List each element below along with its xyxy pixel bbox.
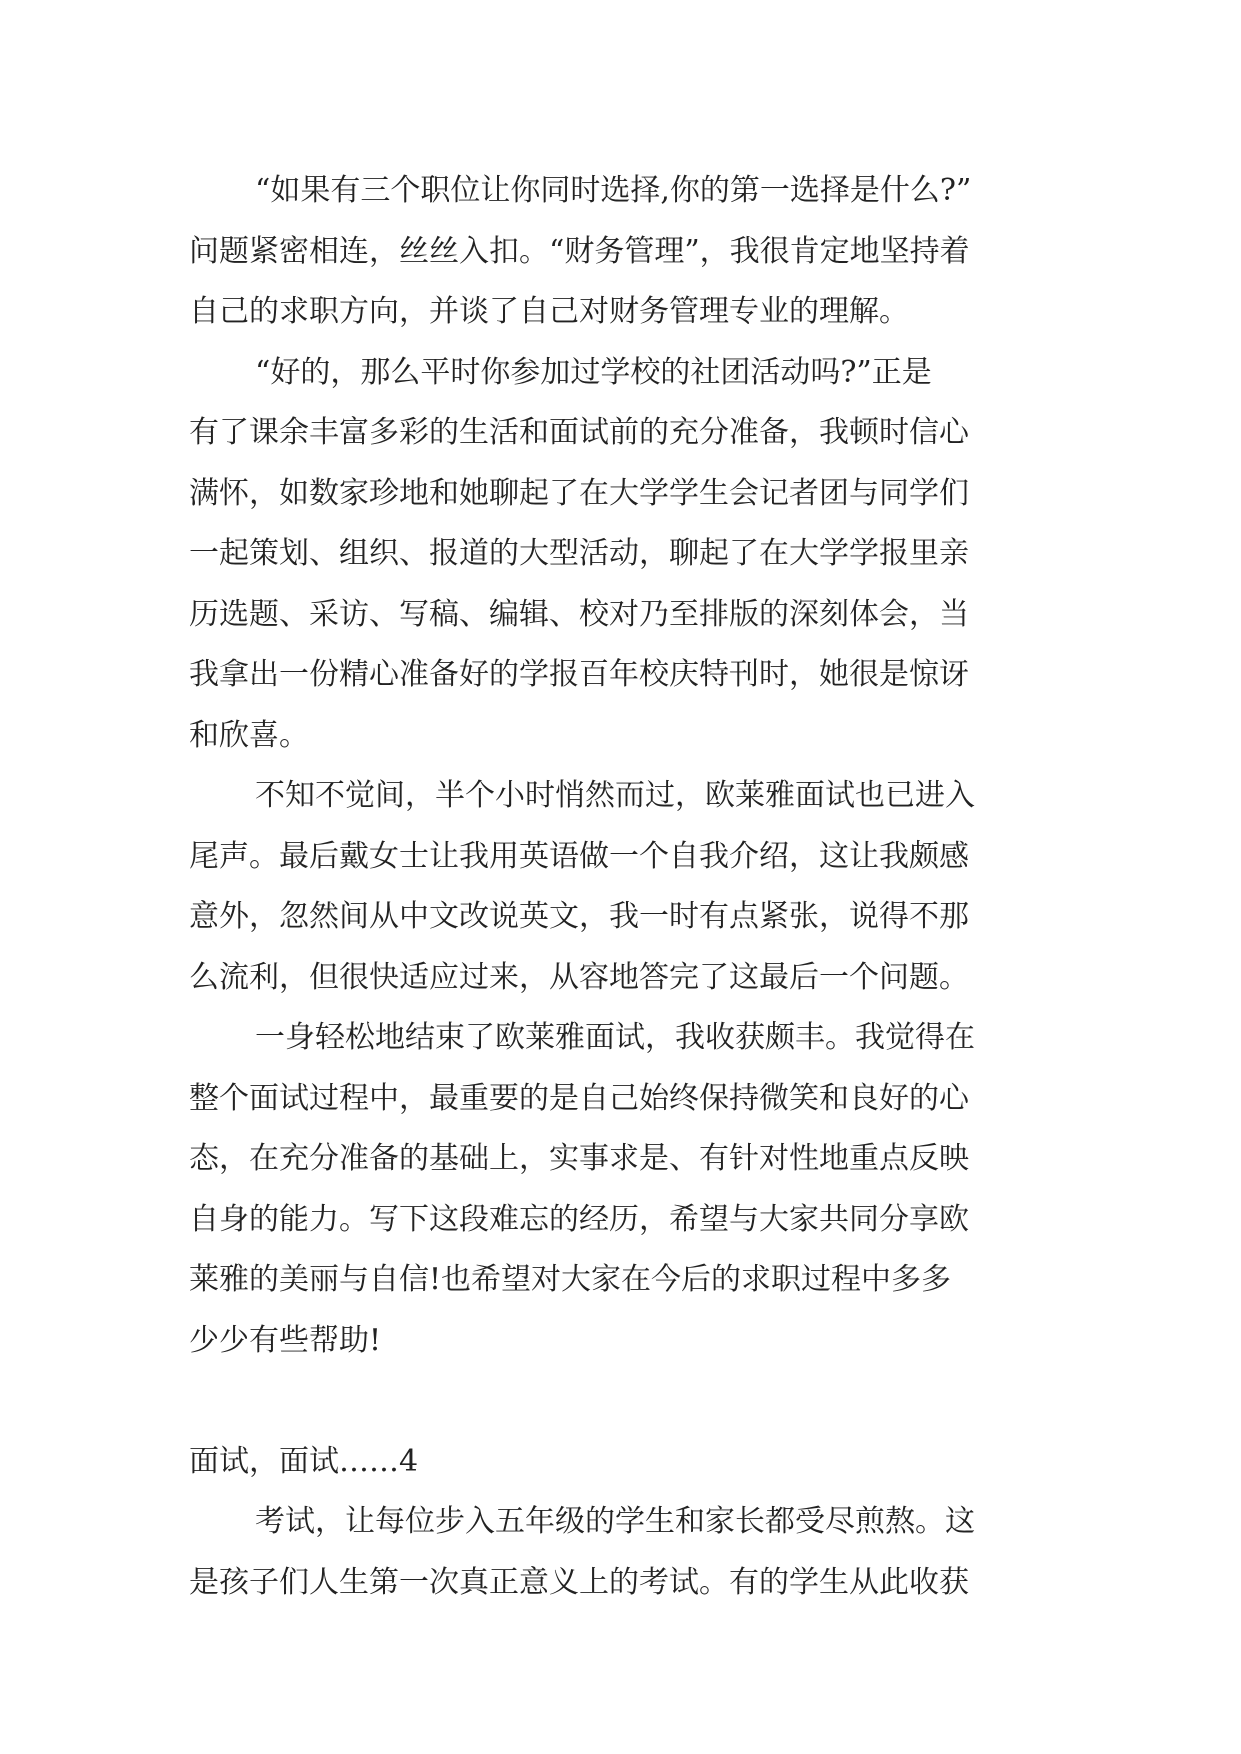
text-line: 自己的求职方向，并谈了自己对财务管理专业的理解。 [189,294,909,329]
article-body [189,161,1059,1613]
text-line: 么流利，但很快适应过来，从容地答完了这最后一个问题。 [189,959,969,995]
text-line: 莱雅的美丽与自信!也希望对大家在今后的求职过程中多多 [189,1262,952,1297]
text-line: 满怀，如数家珍地和她聊起了在大学学生会记者团与同学们 [189,475,969,511]
text-line: 我拿出一份精心准备好的学报百年校庆特刊时，她很是惊讶 [189,657,969,692]
text-line: 考试，让每位步入五年级的学生和家长都受尽煎熬。这 [255,1504,975,1539]
text-line: 一身轻松地结束了欧莱雅面试，我收获颇丰。我觉得在 [255,1020,975,1055]
text-line: 和欣喜。 [189,717,309,753]
text-line: “如果有三个职位让你同时选择,你的第一选择是什么?” [255,173,972,208]
text-line: 尾声。最后戴女士让我用英语做一个自我介绍，这让我颇感 [189,838,969,874]
text-line: “好的，那么平时你参加过学校的社团活动吗?”正是 [255,354,932,390]
text-line: 问题紧密相连，丝丝入扣。“财务管理”，我很肯定地坚持着 [189,233,970,269]
text-line: 整个面试过程中，最重要的是自己始终保持微笑和良好的心 [189,1080,969,1116]
text-line: 自身的能力。写下这段难忘的经历，希望与大家共同分享欧 [189,1201,969,1237]
paragraph-gap [189,1371,1059,1432]
text-line: 少少有些帮助! [189,1322,382,1358]
text-line: 意外，忽然间从中文改说英文，我一时有点紧张，说得不那 [189,899,969,934]
text-line: 是孩子们人生第一次真正意义上的考试。有的学生从此收获 [189,1564,969,1600]
text-line: 历选题、采访、写稿、编辑、校对乃至排版的深刻体会，当 [189,596,969,632]
text-line: 态，在充分准备的基础上，实事求是、有针对性地重点反映 [189,1141,969,1176]
text-line: 不知不觉间，半个小时悄然而过，欧莱雅面试也已进入 [255,778,975,813]
text-line: 一起策划、组织、报道的大型活动，聊起了在大学学报里亲 [189,536,969,571]
section-heading: 面试，面试……4 [189,1443,419,1479]
text-line: 有了课余丰富多彩的生活和面试前的充分准备，我顿时信心 [189,415,969,450]
